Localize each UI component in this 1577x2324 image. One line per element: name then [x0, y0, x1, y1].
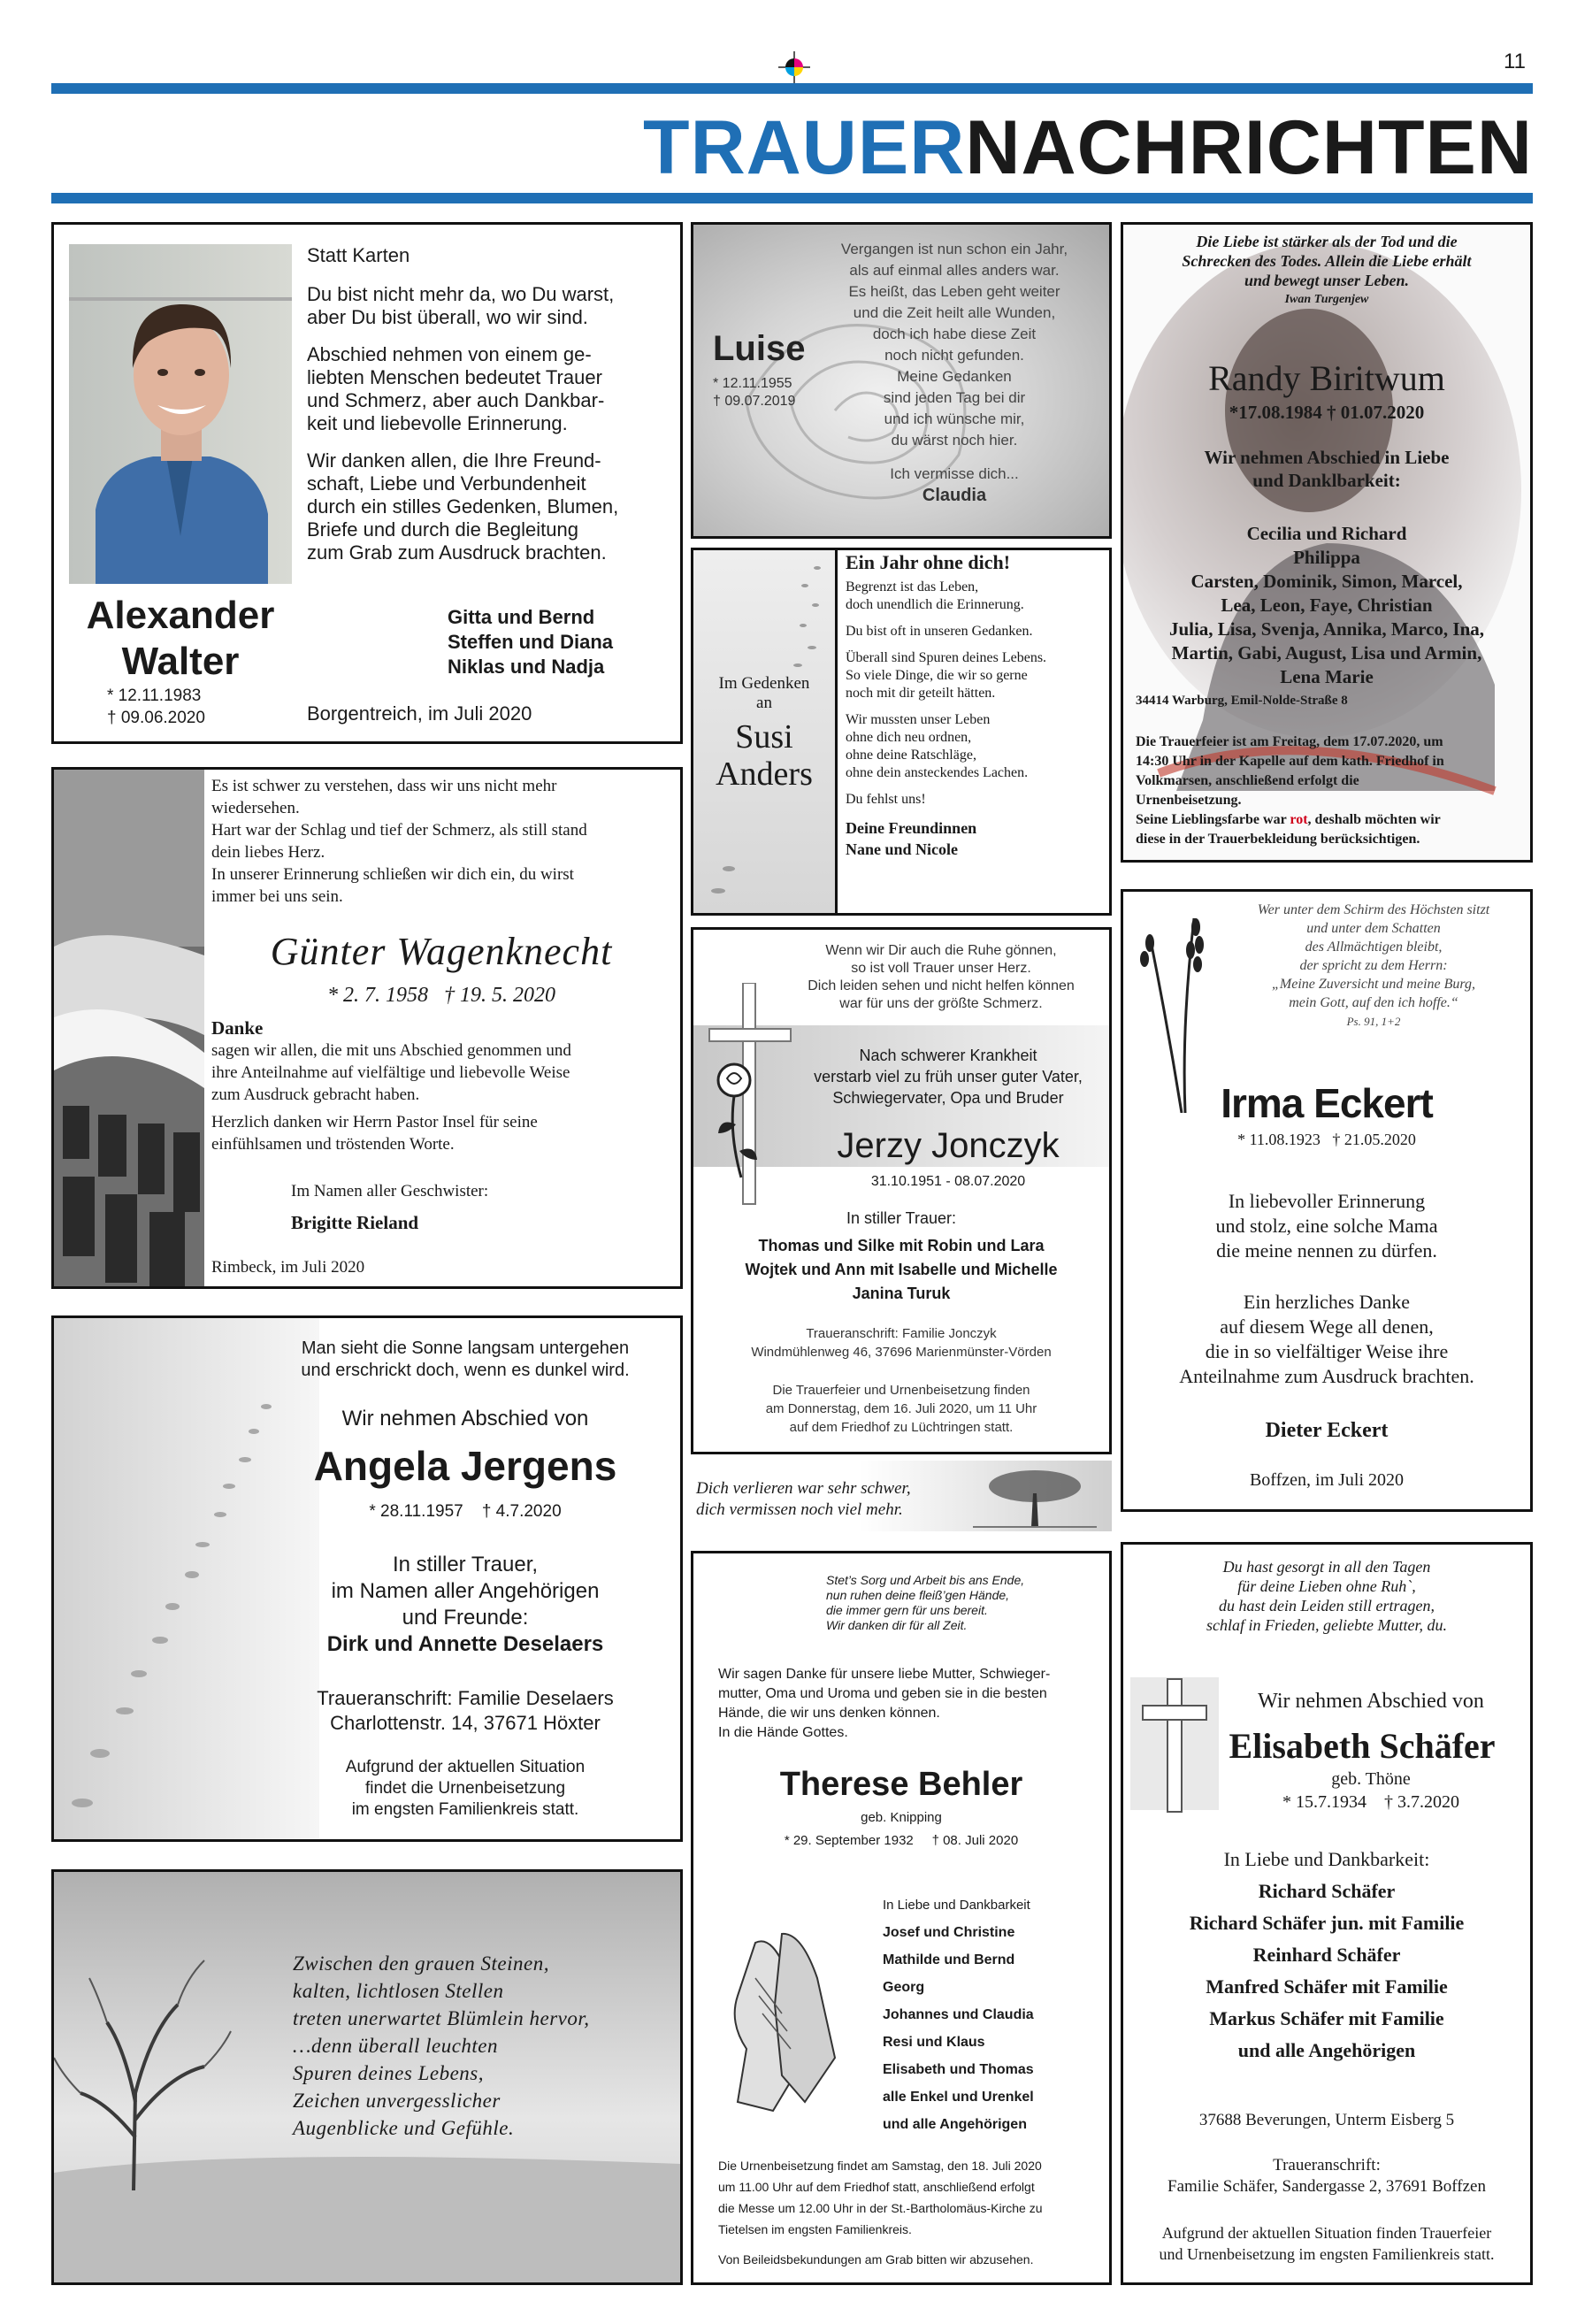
life-dates: * 15.7.1934 † 3.7.2020 — [1282, 1792, 1459, 1812]
verse-line: war für uns der größte Schmerz. — [839, 996, 1043, 1011]
verse-line: Wir danken dir für all Zeit. — [826, 1618, 968, 1632]
deceased-first-name: Alexander — [86, 594, 275, 637]
registration-mark-icon — [778, 51, 810, 83]
memory-line: In liebevoller Erinnerung — [1228, 1190, 1426, 1212]
thanks-line: Ein herzliches Danke — [1243, 1291, 1411, 1313]
divider — [835, 550, 838, 913]
signer: Dieter Eckert — [1265, 1419, 1389, 1442]
family-line: Elisabeth und Thomas — [883, 2062, 1034, 2077]
thanks-heading: Danke — [211, 1017, 264, 1039]
verse-line: schlaf in Frieden, geliebte Mutter, du. — [1206, 1616, 1447, 1634]
intro-text: Statt Karten — [307, 244, 410, 266]
poem-line: noch nicht gefunden. — [884, 347, 1024, 364]
ad-guenter-wagenknecht — [51, 767, 683, 1289]
family-intro: In Liebe und Dankbarkeit: — [1223, 1848, 1430, 1870]
service-line: Die Trauerfeier ist am Freitag, dem 17.07.2020, um — [1136, 734, 1443, 749]
mourning-intro: In stiller Trauer: — [846, 1209, 957, 1227]
text-line: einfühlsamen und tröstenden Worte. — [211, 1135, 455, 1154]
verse-line: Überall sind Spuren deines Lebens. — [846, 650, 1047, 665]
text-line: Hart war der Schlag und tief der Schmerz, als still stand — [211, 821, 587, 840]
verse-line: Man sieht die Sonne langsam untergehen — [301, 1338, 630, 1358]
family-line: Reinhard Schäfer — [1252, 1944, 1401, 1966]
text-line: Abschied nehmen von einem ge- — [307, 343, 592, 365]
service-line: die Messe um 12.00 Uhr in der St.-Bartholomäus-Kirche zu — [718, 2201, 1043, 2215]
thanks-line: Anteilnahme zum Ausdruck brachten. — [1179, 1365, 1474, 1387]
psalm-line: der spricht zu dem Herrn: — [1299, 958, 1448, 973]
service-line: auf dem Friedhof zu Lüchtringen statt. — [789, 1420, 1014, 1435]
text-line: aber Du bist überall, wo wir sind. — [307, 306, 588, 328]
color-note: Seine Lieblingsfarbe war — [1136, 812, 1290, 827]
header-bottom-rule — [51, 193, 1533, 203]
family-line: Johannes und Claudia — [883, 2007, 1034, 2022]
family-line: Lea, Leon, Faye, Christian — [1221, 594, 1433, 616]
family-line: Julia, Lisa, Svenja, Annika, Marco, Ina, — [1168, 618, 1485, 640]
poem-line: du wärst noch hier. — [891, 432, 1018, 449]
signer-line: Deine Freundinnen — [846, 819, 977, 837]
life-dates: 31.10.1951 - 08.07.2020 — [870, 1174, 1026, 1189]
poem-line: Zwischen den grauen Steinen, — [293, 1952, 549, 1975]
ad-jerzy-jonczyk — [691, 927, 1112, 1454]
verse-line: ohne dein ansteckendes Lachen. — [846, 765, 1029, 780]
family-line: und alle Angehörigen — [883, 2117, 1027, 2132]
service-line: am Donnerstag, dem 16. Juli 2020, um 11 Uhr — [765, 1401, 1037, 1416]
poem-line: und ich wünsche mir, — [884, 410, 1025, 427]
address-line: Traueranschrift: — [1273, 2156, 1381, 2174]
ad-randy-biritwum — [1121, 222, 1533, 863]
signer-line: Niklas und Nadja — [448, 656, 605, 678]
quote-line: und bewegt unser Leben. — [1244, 272, 1409, 289]
ad-irma-eckert — [1121, 889, 1533, 1512]
intro-line: Nach schwerer Krankheit — [859, 1047, 1037, 1064]
praying-hands-icon — [720, 1925, 861, 2120]
address-line: Traueranschrift: Familie Deselaers — [317, 1687, 614, 1709]
text-line: sagen wir allen, die mit uns Abschied genommen und — [211, 1041, 571, 1060]
intro-line: verstarb viel zu früh unser guter Vater, — [814, 1068, 1083, 1085]
psalm-line: und unter dem Schatten — [1306, 921, 1441, 936]
in-memory-line: Im Gedenken — [718, 674, 810, 693]
page-title — [643, 104, 1533, 192]
deceased-first-name: Susi — [735, 718, 793, 755]
farewell-line: Wir nehmen Abschied in Liebe — [1204, 447, 1450, 468]
quote-author: Iwan Turgenjew — [1284, 293, 1369, 306]
family-line: Lena Marie — [1280, 666, 1374, 687]
signer: Claudia — [922, 486, 987, 505]
service-line: um 11.00 Uhr auf dem Friedhof statt, anschließend erfolgt — [718, 2180, 1035, 2194]
residence: 37688 Beverungen, Unterm Eisberg 5 — [1198, 2111, 1455, 2129]
text-line: ihre Anteilnahme auf vielfältige und liebevolle Weise — [211, 1063, 570, 1082]
maiden-name: geb. Knipping — [861, 1810, 942, 1825]
mourning-line: und Freunde: — [402, 1606, 529, 1630]
poem-line: Spuren deines Lebens, — [293, 2062, 484, 2084]
family-line: alle Enkel und Urenkel — [883, 2090, 1034, 2105]
thanks-line: die in so vielfältiger Weise ihre — [1205, 1340, 1449, 1362]
quote-line: Die Liebe ist stärker als der Tod und die — [1196, 233, 1458, 250]
heading: Ein Jahr ohne dich! — [846, 551, 1011, 573]
title-part-black: NACHRICHTEN — [965, 105, 1533, 190]
ad-therese-behler — [691, 1551, 1112, 2285]
family-line: und alle Angehörigen — [1237, 2039, 1416, 2061]
verse-line: Begrenzt ist das Leben, — [846, 579, 979, 594]
text-line: Herzlich danken wir Herrn Pastor Insel für seine — [211, 1113, 538, 1131]
thanks-line: Hände, die wir uns denken können. — [718, 1706, 940, 1721]
family-line: Mathilde und Bernd — [883, 1952, 1015, 1967]
note-line: Von Beileidsbekundungen am Grab bitten wir abzusehen. — [718, 2252, 1034, 2266]
family-line: Janina Turuk — [852, 1285, 951, 1302]
service-line: Tietelsen im engsten Familienkreis. — [718, 2222, 912, 2236]
psalm-line: mein Gott, auf den ich hoffe.“ — [1289, 995, 1458, 1010]
deceased-name: Angela Jergens — [313, 1443, 617, 1489]
poem-line: als auf einmal alles anders war. — [849, 262, 1060, 279]
thanks-line: mutter, Oma und Uroma und geben sie in die besten — [718, 1686, 1047, 1701]
mourning-line: In stiller Trauer, — [392, 1553, 539, 1576]
poem-line: Vergangen ist nun schon ein Jahr, — [840, 241, 1068, 257]
text-line: schaft, Liebe und Verbundenheit — [307, 472, 586, 495]
address-line: Charlottenstr. 14, 37671 Höxter — [330, 1712, 601, 1734]
ad-angela-jergens — [51, 1315, 683, 1842]
wave-pier-photo — [54, 770, 204, 1286]
farewell-line: und Danklbarkeit: — [1252, 470, 1401, 491]
text-line: Briefe und durch die Begleitung — [307, 518, 578, 541]
verse-line: Wir mussten unser Leben — [846, 712, 991, 727]
ad-alexander-walter — [51, 222, 683, 744]
verse-line: Du bist oft in unseren Gedanken. — [846, 624, 1033, 639]
verse-line: Du hast gesorgt in all den Tagen — [1222, 1558, 1431, 1576]
address-line: Familie Schäfer, Sandergasse 2, 37691 Boffzen — [1167, 2177, 1486, 2196]
family-line: Wojtek und Ann mit Isabelle und Michelle — [745, 1261, 1058, 1278]
deceased-name: Luise — [713, 329, 806, 368]
family-line: Richard Schäfer — [1258, 1880, 1396, 1902]
text-line: In unserer Erinnerung schließen wir dich ein, du wirst — [211, 865, 574, 884]
life-dates: *17.08.1984 † 01.07.2020 — [1229, 402, 1425, 423]
psalm-line: „Meine Zuversicht und meine Burg, — [1271, 977, 1476, 992]
service-line: 14:30 Uhr in der Kapelle auf dem kath. Friedhof in — [1136, 754, 1444, 769]
family-line: Carsten, Dominik, Simon, Marcel, — [1190, 571, 1463, 592]
place-date: Rimbeck, im Juli 2020 — [211, 1258, 365, 1277]
miss-line: Ich vermisse dich... — [890, 465, 1019, 482]
address-line: Windmühlenweg 46, 37696 Marienmünster-Vörden — [751, 1345, 1052, 1360]
poem-line: Zeichen unvergesslicher — [293, 2090, 501, 2112]
deceased-last-name: Anders — [716, 755, 813, 793]
verse-line: so ist voll Trauer unser Herz. — [851, 961, 1031, 976]
verse-line: nun ruhen deine fleiß’gen Hände, — [826, 1588, 1010, 1602]
family-line: Georg — [883, 1980, 925, 1995]
text-line: Wir danken allen, die Ihre Freund- — [307, 449, 601, 472]
color-note: diese in der Trauerbekleidung berücksichtigen. — [1136, 832, 1420, 847]
deceased-name: Irma Eckert — [1221, 1080, 1433, 1126]
verse-line: Du fehlst uns! — [846, 792, 926, 807]
family-line: Resi und Klaus — [883, 2035, 985, 2050]
psalm-ref: Ps. 91, 1+2 — [1346, 1015, 1401, 1028]
deceased-name: Günter Wagenknecht — [270, 930, 613, 973]
death-date: † 09.07.2019 — [713, 394, 796, 409]
text-line: dein liebes Herz. — [211, 843, 325, 862]
poem-line: …denn überall leuchten — [293, 2035, 499, 2057]
life-dates: * 29. September 1932 † 08. Juli 2020 — [784, 1833, 1019, 1848]
text-line: wiedersehen. — [211, 799, 300, 817]
service-line: Urnenbeisetzung. — [1136, 793, 1242, 808]
signer-line: Gitta und Bernd — [448, 606, 595, 628]
note-line: im engsten Familienkreis statt. — [351, 1800, 579, 1819]
verse-line: für deine Lieben ohne Ruh`, — [1237, 1577, 1416, 1595]
ad-elisabeth-schaefer — [1121, 1542, 1533, 2285]
thanks-line: In die Hände Gottes. — [718, 1725, 848, 1740]
memory-line: und stolz, eine solche Mama — [1215, 1215, 1438, 1237]
family-intro: In Liebe und Dankbarkeit — [883, 1898, 1030, 1913]
family-line: Martin, Gabi, August, Lisa und Armin, — [1171, 642, 1482, 663]
place-date: Boffzen, im Juli 2020 — [1249, 1470, 1405, 1490]
siblings-line: Im Namen aller Geschwister: — [291, 1182, 489, 1200]
note-line: und Urnenbeisetzung im engsten Familienkreis statt. — [1159, 2245, 1495, 2263]
place-date: Borgentreich, im Juli 2020 — [307, 702, 532, 725]
service-line: Die Trauerfeier und Urnenbeisetzung finden — [772, 1383, 1030, 1398]
poem-line: und die Zeit heilt alle Wunden, — [853, 304, 1056, 321]
deceased-name: Randy Biritwum — [1208, 358, 1445, 398]
intro-text: Wir nehmen Abschied von — [1258, 1690, 1484, 1713]
birth-date: * 12.11.1955 — [713, 376, 792, 391]
in-memory-line: an — [756, 694, 772, 712]
text-line: Es ist schwer zu verstehen, dass wir uns nicht mehr — [211, 777, 557, 795]
verse-line: doch unendlich die Erinnerung. — [846, 597, 1024, 612]
banner-line: Dich verlieren war sehr schwer, — [696, 1479, 911, 1498]
verse-line: ohne dich neu ordnen, — [846, 730, 972, 745]
title-part-blue: TRAUER — [643, 105, 966, 190]
mourning-line: im Namen aller Angehörigen — [331, 1579, 600, 1603]
intro-text: Wir nehmen Abschied von — [341, 1407, 589, 1430]
color-word: rot — [1290, 812, 1308, 827]
banner-line: dich vermissen noch viel mehr. — [696, 1500, 903, 1519]
family-line: Thomas und Silke mit Robin und Lara — [758, 1237, 1045, 1254]
poem-line: doch ich habe diese Zeit — [872, 326, 1037, 342]
text-line: zum Grab zum Ausdruck brachten. — [307, 541, 607, 564]
psalm-line: des Allmächtigen bleibt, — [1305, 940, 1443, 955]
deceased-name: Therese Behler — [779, 1766, 1023, 1803]
portrait-photo — [69, 244, 292, 584]
thanks-line: auf diesem Wege all denen, — [1220, 1315, 1434, 1338]
family-line: Cecilia und Richard — [1246, 523, 1407, 544]
family-line: Manfred Schäfer mit Familie — [1206, 1975, 1448, 1998]
family-line: Markus Schäfer mit Familie — [1209, 2007, 1444, 2029]
verse-line: ohne deine Ratschläge, — [846, 748, 976, 763]
verse-line: du hast dein Leiden still ertragen, — [1219, 1597, 1435, 1615]
service-line: Die Urnenbeisetzung findet am Samstag, den 18. Juli 2020 — [718, 2159, 1042, 2173]
text-line: zum Ausdruck gebracht haben. — [211, 1085, 420, 1104]
service-line: Volkmarsen, anschließend erfolgt die — [1136, 773, 1359, 788]
poem-line: treten unerwartet Blümlein hervor, — [293, 2007, 590, 2029]
note-line: Aufgrund der aktuellen Situation finden Trauerfeier — [1161, 2224, 1492, 2242]
verse-line: die immer gern für uns bereit. — [826, 1603, 988, 1617]
maiden-name: geb. Thöne — [1331, 1769, 1411, 1789]
text-line: keit und liebevolle Erinnerung. — [307, 412, 568, 434]
ad-poem-stones — [51, 1869, 683, 2285]
psalm-line: Wer unter dem Schirm des Höchsten sitzt — [1257, 902, 1490, 917]
life-dates: * 11.08.1923 † 21.05.2020 — [1237, 1131, 1416, 1148]
header-top-rule — [51, 83, 1533, 94]
signers: Dirk und Annette Deselaers — [326, 1632, 604, 1656]
life-dates: * 2. 7. 1958 † 19. 5. 2020 — [327, 984, 555, 1007]
ad-luise — [691, 222, 1112, 539]
signer-line: Steffen und Diana — [448, 631, 614, 653]
text-line: durch ein stilles Gedenken, Blumen, — [307, 495, 619, 518]
address-line: Traueranschrift: Familie Jonczyk — [806, 1326, 997, 1341]
address: 34414 Warburg, Emil-Nolde-Straße 8 — [1136, 694, 1348, 708]
verse-line: Wenn wir Dir auch die Ruhe gönnen, — [825, 943, 1057, 958]
text-line: liebten Menschen bedeutet Trauer — [307, 366, 602, 388]
family-line: Richard Schäfer jun. mit Familie — [1189, 1912, 1465, 1934]
intro-line: Schwiegervater, Opa und Bruder — [832, 1089, 1064, 1107]
deceased-name: Jerzy Jonczyk — [837, 1126, 1060, 1165]
note-line: findet die Urnenbeisetzung — [364, 1779, 566, 1798]
deceased-last-name: Walter — [121, 640, 240, 683]
poem-line: Es heißt, das Leben geht weiter — [848, 283, 1060, 300]
poem-line: Augenblicke und Gefühle. — [293, 2117, 515, 2139]
cross-rose-icon — [702, 983, 800, 1213]
verse-line: So viele Dinge, die wir so gerne — [846, 668, 1028, 683]
text-line: Du bist nicht mehr da, wo Du warst, — [307, 283, 615, 305]
ad-susi-anders — [691, 548, 1112, 916]
note-line: Aufgrund der aktuellen Situation — [345, 1758, 586, 1776]
verse-line: Dich leiden sehen und nicht helfen können — [808, 978, 1075, 993]
birth-date: * 12.11.1983 — [107, 686, 202, 705]
verse-line: und erschrickt doch, wenn es dunkel wird. — [301, 1361, 630, 1380]
poem-line: Meine Gedanken — [897, 368, 1012, 385]
family-line: Josef und Christine — [883, 1925, 1015, 1940]
thanks-line: Wir sagen Danke für unsere liebe Mutter, Schwieger- — [718, 1667, 1051, 1682]
memory-line: die meine nennen zu dürfen. — [1216, 1239, 1437, 1262]
text-line: immer bei uns sein. — [211, 887, 343, 906]
signer-line: Nane und Nicole — [846, 840, 959, 858]
verse-line: Stet’s Sorg und Arbeit bis ans Ende, — [826, 1573, 1025, 1587]
color-note: , deshalb möchten wir — [1307, 812, 1441, 827]
verse-line: noch mit dir geteilt hätten. — [846, 686, 996, 701]
page-number: 11 — [1504, 50, 1526, 73]
family-line: Philippa — [1293, 547, 1360, 568]
death-date: † 09.06.2020 — [107, 709, 205, 727]
life-dates: * 28.11.1957 † 4.7.2020 — [369, 1502, 562, 1521]
poem-line: sind jeden Tag bei dir — [883, 389, 1026, 406]
quote-line: Schrecken des Todes. Allein die Liebe erhält — [1182, 252, 1472, 270]
signer: Brigitte Rieland — [291, 1212, 419, 1233]
text-line: und Schmerz, aber auch Dankbar- — [307, 389, 605, 411]
poem-line: kalten, lichtlosen Stellen — [293, 1980, 504, 2002]
tree-icon — [973, 1467, 1097, 1530]
deceased-name: Elisabeth Schäfer — [1229, 1726, 1496, 1766]
